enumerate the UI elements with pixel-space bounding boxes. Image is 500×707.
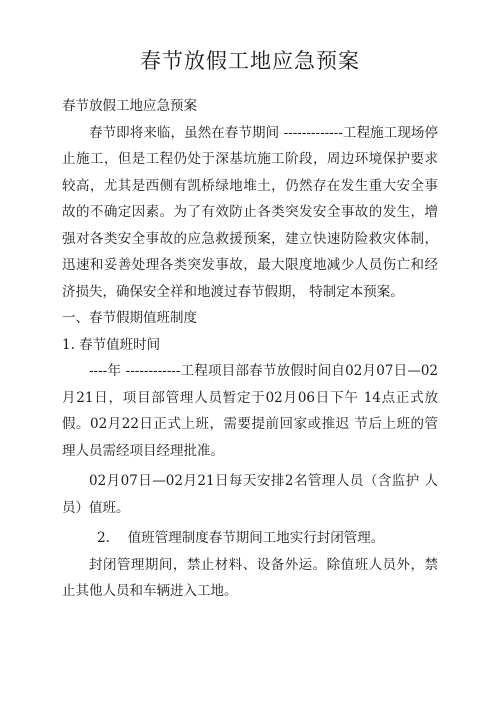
item-heading: 1. 春节值班时间 (62, 336, 161, 353)
schedule-paragraph: ----年 ------------工程项目部春节放假时间自02月07日—02月21日，项目部管理人员暂定于02月06日下午 14点正式放假。02月22日正式上班，需要提前回家或推迟 节后上班的管理人员需经项目经理批准。 (62, 363, 438, 459)
document-body (62, 93, 438, 605)
closure-paragraph: 封闭管理期间，禁止材料、设备外运。除值班人员外，禁止其他人员和车辆进入工地。 (62, 556, 438, 599)
section-heading: 一、春节假期值班制度 (62, 310, 197, 326)
document-title: 春节放假工地应急预案 (140, 49, 360, 73)
intro-paragraph: 春节即将来临，虽然在春节期间 -------------工程施工现场停止施工，但是工程仍处于深基坑施工阶段，周边环境保护要求较高，尤其是西侧有凯桥绿地堆土，仍然存在发生重大安全事故的不确定因素。为了有效防止各类突发安全事故的发生，增强对各类安全事故的应急救援预案，建立快速防险救灾体制，迅速和妥善处理各类突发事故，最大限度地减少人员伤亡和经济损失，确保安全祥和地渡过春节假期， 特制定本预案。 (62, 124, 438, 300)
item-heading-2: 2. 值班管理制度春节期间工地实行封闭管理。 (97, 530, 385, 546)
document-subtitle: 春节放假工地应急预案 (62, 98, 197, 114)
duty-paragraph: 02月07日—02月21日每天安排2名管理人员（含监护 人员）值班。 (62, 473, 438, 516)
